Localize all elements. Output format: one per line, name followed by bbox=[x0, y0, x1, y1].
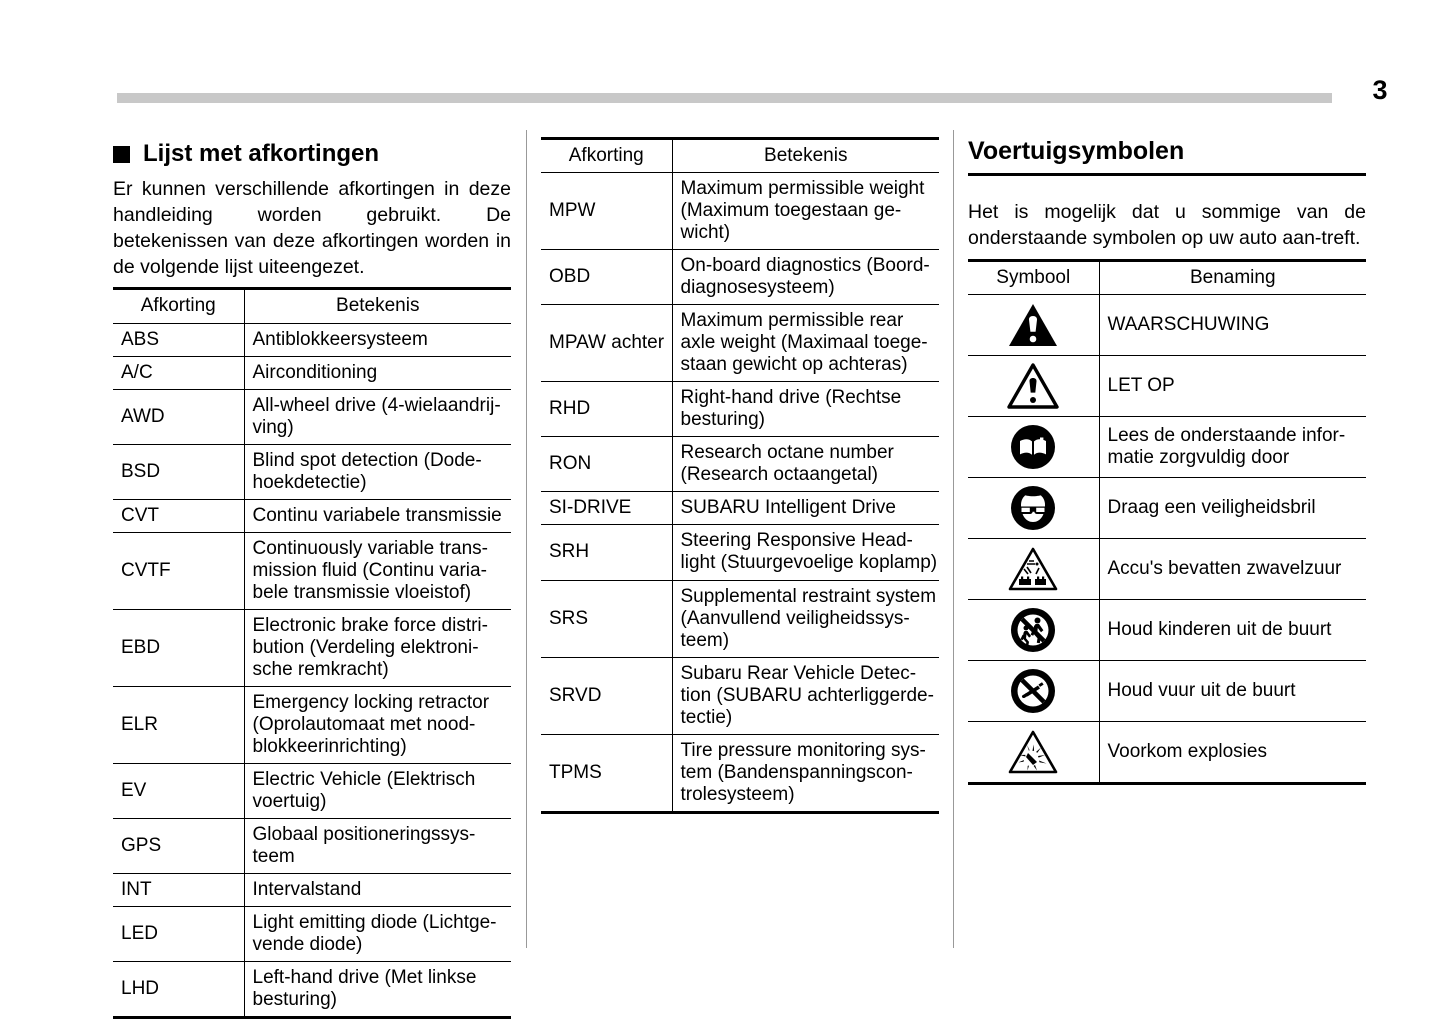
explosion-hazard-icon bbox=[1007, 729, 1059, 775]
symbol-name-cell: Houd vuur uit de buurt bbox=[1099, 660, 1366, 721]
meaning-cell: Intervalstand bbox=[244, 874, 511, 907]
no-fire-icon bbox=[1010, 668, 1056, 714]
symbol-cell bbox=[968, 538, 1099, 599]
abbreviation-cell: ELR bbox=[113, 686, 244, 763]
abbreviation-cell: ABS bbox=[113, 323, 244, 356]
symbol-cell bbox=[968, 355, 1099, 416]
abbreviation-cell: EBD bbox=[113, 609, 244, 686]
table-row bbox=[968, 416, 1366, 477]
table-row bbox=[113, 907, 511, 962]
table-row bbox=[113, 356, 511, 389]
meaning-cell: Right-hand drive (Rechtse besturing) bbox=[672, 382, 939, 437]
table-row bbox=[541, 173, 939, 250]
vehicle-symbols-heading: Voertuigsymbolen bbox=[968, 130, 1366, 176]
column-header-abbr: Afkorting bbox=[541, 139, 672, 173]
meaning-cell: Blind spot detection (Dode-hoekdetectie) bbox=[244, 444, 511, 499]
no-children-icon bbox=[1010, 607, 1056, 653]
middle-column bbox=[541, 130, 939, 950]
abbreviations-table-left bbox=[113, 287, 511, 1019]
table-row bbox=[541, 525, 939, 580]
abbreviation-cell: OBD bbox=[541, 250, 672, 305]
table-row bbox=[113, 764, 511, 819]
symbol-name-cell: LET OP bbox=[1099, 355, 1366, 416]
abbreviation-cell: A/C bbox=[113, 356, 244, 389]
table-row bbox=[541, 580, 939, 657]
square-bullet-icon bbox=[113, 146, 130, 163]
table-row bbox=[113, 962, 511, 1018]
column-header-symbol: Symbool bbox=[968, 260, 1099, 294]
table-header-row bbox=[113, 289, 511, 323]
table-row bbox=[541, 250, 939, 305]
meaning-cell: Left-hand drive (Met linkse besturing) bbox=[244, 962, 511, 1018]
meaning-cell: Electric Vehicle (Elektrisch voertuig) bbox=[244, 764, 511, 819]
meaning-cell: All-wheel drive (4-wielaandrij-ving) bbox=[244, 389, 511, 444]
symbol-name-cell: WAARSCHUWING bbox=[1099, 294, 1366, 355]
abbreviation-cell: SRVD bbox=[541, 657, 672, 734]
abbreviations-heading-text: Lijst met afkortingen bbox=[143, 140, 380, 167]
meaning-cell: Globaal positioneringssys-teem bbox=[244, 819, 511, 874]
left-column bbox=[113, 130, 511, 1011]
column-divider-2 bbox=[953, 130, 954, 948]
meaning-cell: Light emitting diode (Lichtge-vende diode) bbox=[244, 907, 511, 962]
table-row bbox=[113, 389, 511, 444]
table-row bbox=[968, 294, 1366, 355]
table-row bbox=[541, 305, 939, 382]
battery-acid-icon bbox=[1007, 546, 1059, 592]
symbol-cell bbox=[968, 416, 1099, 477]
table-row bbox=[968, 660, 1366, 721]
abbreviation-cell: GPS bbox=[113, 819, 244, 874]
vehicle-symbols-table bbox=[968, 259, 1366, 785]
table-row bbox=[541, 437, 939, 492]
abbreviations-table-left-body bbox=[113, 323, 511, 1018]
abbreviations-table-middle bbox=[541, 137, 939, 814]
symbol-cell bbox=[968, 660, 1099, 721]
abbreviation-cell: CVT bbox=[113, 499, 244, 532]
meaning-cell: Tire pressure monitoring sys-tem (Bandenspanningscon-trolesysteem) bbox=[672, 734, 939, 812]
abbreviation-cell: RHD bbox=[541, 382, 672, 437]
abbreviation-cell: CVTF bbox=[113, 532, 244, 609]
meaning-cell: Steering Responsive Head-light (Stuurgevoelige koplamp) bbox=[672, 525, 939, 580]
meaning-cell: Maximum permissible weight (Maximum toegestaan ge-wicht) bbox=[672, 173, 939, 250]
abbreviation-cell: LED bbox=[113, 907, 244, 962]
page-header bbox=[0, 0, 1445, 120]
vehicle-symbols-table-body bbox=[968, 294, 1366, 783]
right-column bbox=[968, 130, 1366, 950]
symbol-cell bbox=[968, 294, 1099, 355]
table-row bbox=[113, 323, 511, 356]
meaning-cell: Emergency locking retractor (Oprolautomaat met nood-blokkeerinrichting) bbox=[244, 686, 511, 763]
meaning-cell: Maximum permissible rear axle weight (Maximaal toege-staan gewicht op achteras) bbox=[672, 305, 939, 382]
table-row bbox=[113, 499, 511, 532]
symbol-cell bbox=[968, 477, 1099, 538]
column-header-meaning: Betekenis bbox=[672, 139, 939, 173]
column-header-abbr: Afkorting bbox=[113, 289, 244, 323]
meaning-cell: Subaru Rear Vehicle Detec-tion (SUBARU achterliggerde-tectie) bbox=[672, 657, 939, 734]
abbreviation-cell: INT bbox=[113, 874, 244, 907]
table-row bbox=[968, 355, 1366, 416]
abbreviation-cell: LHD bbox=[113, 962, 244, 1018]
meaning-cell: Continu variabele transmissie bbox=[244, 499, 511, 532]
table-row bbox=[113, 819, 511, 874]
symbol-name-cell: Lees de onderstaande infor-matie zorgvuldig door bbox=[1099, 416, 1366, 477]
table-header-row bbox=[541, 139, 939, 173]
abbreviation-cell: EV bbox=[113, 764, 244, 819]
column-header-meaning: Betekenis bbox=[244, 289, 511, 323]
table-row bbox=[113, 874, 511, 907]
abbreviation-cell: SRS bbox=[541, 580, 672, 657]
table-row bbox=[113, 532, 511, 609]
page-number: 3 bbox=[1372, 75, 1387, 105]
symbol-name-cell: Accu's bevatten zwavelzuur bbox=[1099, 538, 1366, 599]
safety-goggles-icon bbox=[1010, 485, 1056, 531]
column-divider-1 bbox=[526, 130, 527, 948]
header-rule-bar bbox=[117, 93, 1332, 103]
abbreviations-table-middle-body bbox=[541, 173, 939, 813]
page-columns bbox=[0, 130, 1445, 1011]
abbreviations-heading bbox=[113, 130, 511, 169]
read-manual-icon bbox=[1010, 424, 1056, 470]
abbreviation-cell: TPMS bbox=[541, 734, 672, 812]
table-row bbox=[541, 382, 939, 437]
table-row bbox=[968, 477, 1366, 538]
abbreviation-cell: RON bbox=[541, 437, 672, 492]
abbreviation-cell: SI-DRIVE bbox=[541, 492, 672, 525]
meaning-cell: Antiblokkeersysteem bbox=[244, 323, 511, 356]
table-row bbox=[968, 721, 1366, 783]
symbol-cell bbox=[968, 599, 1099, 660]
warning-triangle-filled-icon bbox=[1007, 302, 1059, 348]
meaning-cell: Airconditioning bbox=[244, 356, 511, 389]
vehicle-symbols-intro: Het is mogelijk dat u sommige van de onderstaande symbolen op uw auto aan-treft. bbox=[968, 201, 1366, 249]
table-row bbox=[541, 734, 939, 812]
meaning-cell: SUBARU Intelligent Drive bbox=[672, 492, 939, 525]
table-row bbox=[113, 609, 511, 686]
symbol-name-cell: Houd kinderen uit de buurt bbox=[1099, 599, 1366, 660]
abbreviation-cell: SRH bbox=[541, 525, 672, 580]
table-header-row bbox=[968, 260, 1366, 294]
meaning-cell: Research octane number (Research octaangetal) bbox=[672, 437, 939, 492]
table-row bbox=[113, 686, 511, 763]
table-row bbox=[541, 492, 939, 525]
meaning-cell: Continuously variable trans-mission fluid (Continu varia-bele transmissie vloeistof) bbox=[244, 532, 511, 609]
table-row bbox=[113, 444, 511, 499]
table-row bbox=[968, 599, 1366, 660]
abbreviations-intro: Er kunnen verschillende afkortingen in deze handleiding worden gebruikt. De betekenissen van deze afkortingen worden in de volgende lijst uiteengezet. bbox=[113, 177, 511, 278]
table-row bbox=[968, 538, 1366, 599]
symbol-name-cell: Draag een veiligheidsbril bbox=[1099, 477, 1366, 538]
meaning-cell: Supplemental restraint system (Aanvullend veiligheidssys-teem) bbox=[672, 580, 939, 657]
meaning-cell: On-board diagnostics (Boord-diagnosesysteem) bbox=[672, 250, 939, 305]
column-header-naming: Benaming bbox=[1099, 260, 1366, 294]
meaning-cell: Electronic brake force distri-bution (Verdeling elektroni-sche remkracht) bbox=[244, 609, 511, 686]
caution-triangle-outline-icon bbox=[1007, 363, 1059, 409]
abbreviation-cell: BSD bbox=[113, 444, 244, 499]
symbol-name-cell: Voorkom explosies bbox=[1099, 721, 1366, 783]
abbreviation-cell: MPW bbox=[541, 173, 672, 250]
abbreviation-cell: AWD bbox=[113, 389, 244, 444]
abbreviation-cell: MPAW achter bbox=[541, 305, 672, 382]
symbol-cell bbox=[968, 721, 1099, 783]
table-row bbox=[541, 657, 939, 734]
